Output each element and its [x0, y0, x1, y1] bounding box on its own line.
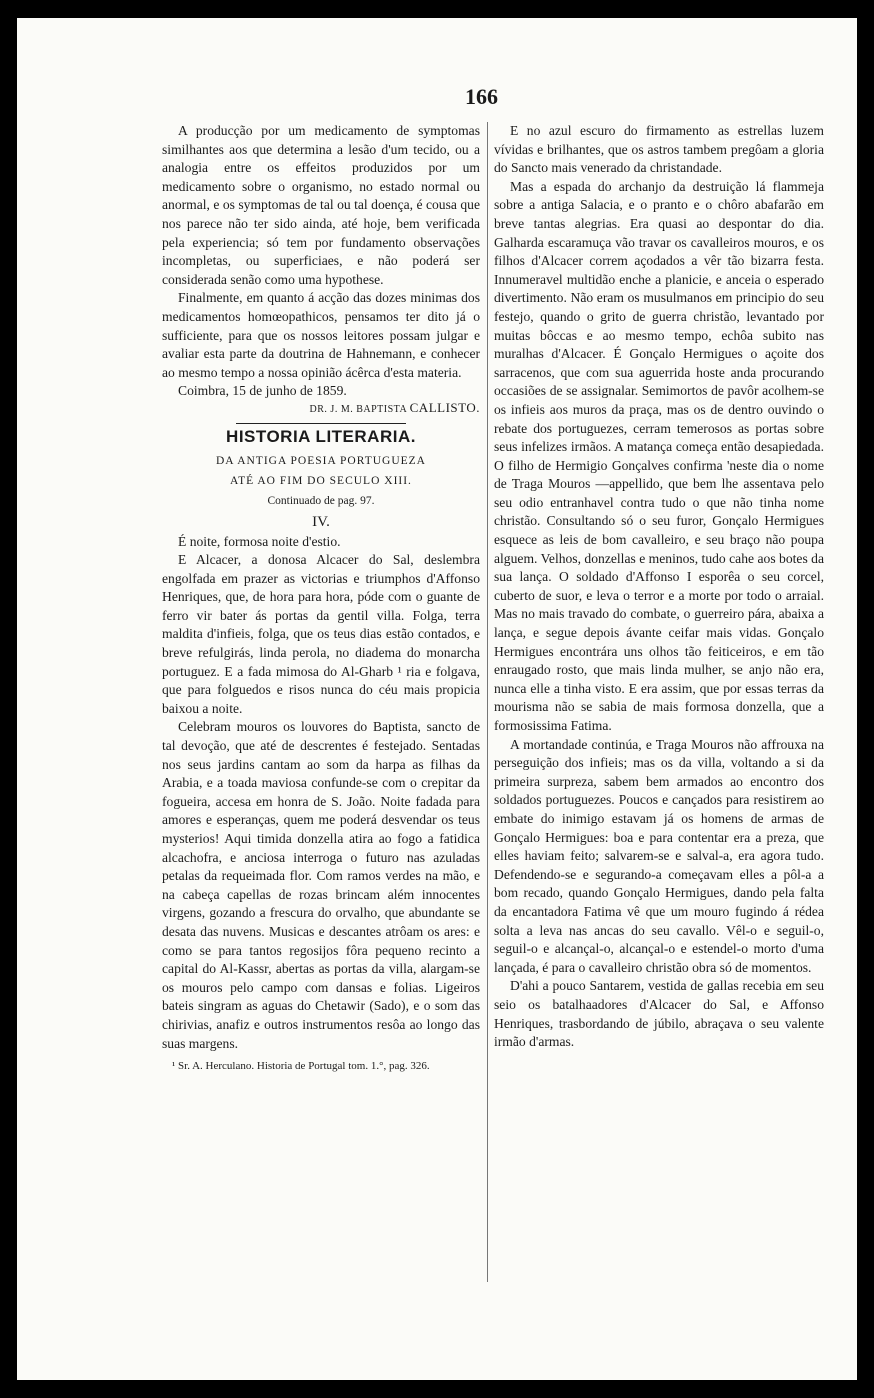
- paragraph: A producção por um medicamento de symptomas similhantes aos que determina a lesão d'um tecido, ou a analogia entre os effeitos produzidos por um medicamento sobre o organismo, no estado normal ou anormal, e os symptomas de tal ou tal doença, é cousa que nos parece não ter sido ainda, até hoje, bem verificada pela experiencia; só tem por fundamento observações incompletas, ou superficiaes, e não poderá ser considerada senão como uma hypothese.: [162, 123, 480, 287]
- author-prefix: DR. J. M. BAPTISTA: [309, 403, 407, 415]
- right-column: [494, 122, 824, 1052]
- paragraph: E Alcacer, a donosa Alcacer do Sal, deslembra engolfada em prazer as victorias e triumphos d'Affonso Henriques, que, de hora para hora, póde com o guante de ferro vir bater ás portas da gentil villa. Folga, terra maldita d'infieis, folga, que os teus dias estão contados, e breve refulgirás, linda perola, no diadema do monarcha portuguez. E a fada mimosa do Al-Gharb ¹ ria e folgava, que para folguedos e risos nunca do céu mais propicia baixou a noite.: [162, 552, 480, 716]
- newspaper-page: [17, 18, 857, 1380]
- author-signature: [162, 401, 480, 417]
- paragraph: A mortandade continúa, e Traga Mouros não affrouxa na perseguição dos infieis; mas os da villa, voltando a si da primeira surpreza, sabem bem armados ao encontro dos soldados portuguezes. Poucos e cançados para resistirem ao embate do inimigo estavam já os homens de armas de Gonçalo Hermigues: boa e para contentar era a preza, que elles haviam feito; salvarem-se e salval-a, era agora tudo. Defendendo-se e segurando-a começavam elles a pôl-a a bom recado, quando Gonçalo Hermigues, dando pela falta da encantadora Fatima vê que um mouro fugindo á rédea solta a leva nas ancas do seu cavallo. Vêl-o e seguil-o, seguil-o e alcançal-o, alcançal-o e estendel-o morto d'uma lançada, é para o cavalleiro christão obra só de momentos.: [494, 736, 824, 975]
- section-subtitle: DA ANTIGA POESIA PORTUGUEZA: [215, 454, 426, 467]
- footnote: ¹ Sr. A. Herculano. Historia de Portugal tom. 1.°, pag. 326.: [172, 1060, 430, 1073]
- section-title: HISTORIA LITERARIA.: [226, 426, 416, 446]
- left-column: [162, 122, 480, 1073]
- paragraph: D'ahi a pouco Santarem, vestida de gallas recebia em seu seio os batalhaadores d'Alcacer do Sal, e Affonso Henriques, trasbordando de júbilo, abraçava o seu valente irmão d'armas.: [494, 978, 824, 1050]
- paragraph: Mas a espada do archanjo da destruição lá flammeja sobre a antiga Salacia, e o pranto e o chôro abafarão em breve tantas alegrias. Era quasi ao despontar do dia. Galharda escaramuça vão travar os cavalleiros mouros, e os filhos d'Alcacer correm açodados a vêr tão bizarra festa. Innumeravel multidão enche a planicie, e anceia o esperado divertimento. Não eram os musulmanos em principio do seu festejo, quando o grito de guerra christão, levantado por muitas bôccas e ao mesmo tempo, echôa subito nas muralhas d'Alcacer. É Gonçalo Hermigues o açoite dos sarracenos, que com sua aguerrida hoste anda procurando occasiões de se assignalar. Semimortos de pavôr acolhem-se os infieis aos muros da praça, mas os de dentro ouvindo o rebate dos portuguezes, cerram temerosos as portas sobre seus infelizes irmãos. A matança começa então desapiedada. O filho de Hermigio Gonçalves confirma 'neste dia o nome de Traga Mouros —appellido, que bem lhe assentava pelo seu odio entranhavel contra tudo o que não tinha nome christão. Consultando só o seu furor, Gonçalo Hermigues esquece as leis de bom cavalleiro, e seu braço não poupa alguem. Velhos, donzellas e meninos, tudo cahe aos botes da sua lança. O soldado d'Affonso I esporêa o seu corcel, cuberto de suor, e leva o terror e a morte por todo o arraial. Mas no mais travado do combate, o guerreiro pára, abaixa a lança, e segue depois ávante ceifar mais vidas. Gonçalo Hermigues encontrára uns olhos tão feiticeiros, e em tão enraugado rosto, que mais linda mulher, se anjo não era, nunca elle a tinha visto. E era assim, que por essas terras da mourisma não se sabia de mais formosa donzella, que a formosissima Fatima.: [494, 178, 824, 733]
- dateline: Coimbra, 15 de junho de 1859.: [178, 383, 347, 399]
- paragraph: E no azul escuro do firmamento as estrellas luzem vívidas e brilhantes, que os astros tambem pregôam a gloria do Sancto mais venerado da christandade.: [494, 123, 824, 176]
- section-subtitle: ATÉ AO FIM DO SECULO XIII.: [230, 474, 412, 487]
- paragraph: É noite, formosa noite d'estio.: [178, 533, 341, 549]
- paragraph: Finalmente, em quanto á acção das dozes minimas dos medicamentos homœopathicos, pensamos ter dito já o sufficiente, para que os nossos leitores possam julgar e avaliar esta parte da doutrina de Hahnemann, e conhecer ao mesmo tempo a nossa opinião ácêrca d'esta materia.: [162, 290, 480, 380]
- paragraph: Celebram mouros os louvores do Baptista, sancto de tal devoção, que até de descrentes é festejado. Sentadas nos seus jardins cantam ao som da harpa as filhas da Arabia, e a toada maviosa confunde-se com o crepitar da fogueira, accesa em honra de S. João. Noite fadada para amores e esperanças, quem me poderá desvendar os teus mysterios! Aqui timida donzella atira ao fogo a fatidica alcachofra, e anciosa interroga o futuro nas azuladas petalas da requeimada flor. Com ramos verdes na mão, e na cabeça capellas de rozas brincam além innocentes virgens, gozando a frescura do orvalho, que abundante se desata das nuvens. Musicas e descantes atrôam os ares: e como se para tantos regosijos fôra pequeno recinto a capital do Al-Kassr, abertas as portas da villa, alargam-se os mouros pelo campo com dansas e folias. Ligeiros bateis singram as aguas do Chetawir (Sado), e o som das chirivias, anafiz e outros instrumentos resôa ao longo das suas margens.: [162, 719, 480, 1051]
- chapter-number: IV.: [312, 513, 330, 530]
- continuation-note: Continuado de pag. 97.: [267, 494, 375, 507]
- section-separator: [236, 423, 406, 424]
- column-divider: [487, 122, 488, 1282]
- page-number: 166: [465, 84, 498, 109]
- author-name: CALLISTO.: [409, 399, 480, 415]
